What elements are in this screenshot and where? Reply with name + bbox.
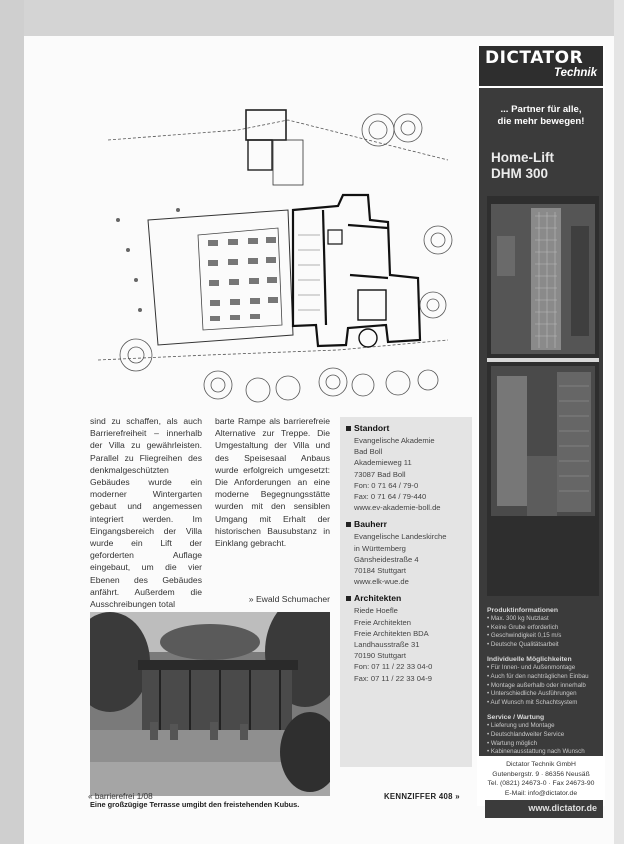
info-line: www.ev-akademie-boll.de xyxy=(354,503,441,513)
ad-feature-line: • Für Innen- und Außenmontage xyxy=(487,664,576,672)
info-section-standort xyxy=(346,423,466,513)
ad-feature-line: • Wartung möglich xyxy=(487,739,538,747)
ad-brand: DICTATOR xyxy=(485,48,584,68)
ad-feature-line: • Lieferung und Montage xyxy=(487,722,555,730)
ad-feature-line: • Montage außerhalb oder innerhalb xyxy=(487,681,586,689)
ad-feature-line: • Unterschiedliche Ausführungen xyxy=(487,690,577,698)
ad-feature-line: • Max. 300 kg Nutzlast xyxy=(487,615,549,622)
ad-feature-line: • Keine Grube erforderlich xyxy=(487,623,559,631)
ad-brand-sub: Technik xyxy=(553,67,597,79)
photo-caption: Eine großzügige Terrasse umgibt den freistehenden Kubus. xyxy=(90,800,300,809)
info-section-title: Standort xyxy=(354,423,390,433)
ad-feature-list xyxy=(487,606,599,763)
ad-contact-line: E-Mail: info@dictator.de xyxy=(504,789,578,797)
ad-slogan: ... Partner für alle, die mehr bewegen! xyxy=(497,104,585,127)
ad-contact-line: Dictator Technik GmbH xyxy=(506,761,576,768)
ad-feature-line: • Auch für den nachträglichen Einbau xyxy=(487,672,589,680)
square-bullet-icon xyxy=(346,426,351,431)
info-line: in Württemberg xyxy=(354,543,406,553)
info-line: Fax: 07 11 / 22 33 04-9 xyxy=(354,673,432,683)
info-line: Gänsheidestraße 4 xyxy=(354,554,419,564)
ad-product-name: Home-Lift DHM 300 xyxy=(491,150,554,181)
info-line: www.elk-wue.de xyxy=(354,577,409,587)
scan-left-edge xyxy=(0,0,24,844)
article-author: » Ewald Schumacher xyxy=(248,594,330,604)
info-line: Bad Boll xyxy=(354,447,383,457)
info-line: 73087 Bad Boll xyxy=(354,469,406,479)
square-bullet-icon xyxy=(346,522,351,527)
info-line: Freie Architekten BDA xyxy=(354,628,429,638)
ad-contact-block xyxy=(479,760,603,798)
ad-feature-line: • Auf Wunsch mit Schachtsystem xyxy=(487,698,578,706)
project-info-box xyxy=(340,417,472,767)
pavilion-photo xyxy=(90,612,330,796)
ad-contact-line: Tel. (0821) 24673-0 · Fax 24673-90 xyxy=(487,780,595,788)
info-line: Evangelische Landeskirche xyxy=(354,532,447,542)
info-line: Freie Architekten xyxy=(354,617,411,627)
scan-top-band xyxy=(0,0,624,36)
reader-code-footer: KENNZIFFER 408 » xyxy=(384,792,460,801)
info-line: 70190 Stuttgart xyxy=(354,651,406,661)
info-line: Akademieweg 11 xyxy=(354,458,412,468)
floor-plan-drawing xyxy=(88,100,468,405)
ad-feature-line: • Deutsche Qualitätsarbeit xyxy=(487,640,559,648)
info-line: Fax: 0 71 64 / 79-440 xyxy=(354,492,427,502)
article-column-2: barte Rampe als barrierefreie Alternative zur Treppe. Die Umgestaltung der Villa und des Speisesaal Anbaus wurde erfolgreich umgesetzt: Die Anforderungen an eine moderne Begegnungsstätte wurden mit den sensiblen Umgang mit Erhalt der historischen Bausubstanz in Einklang gebracht. xyxy=(215,416,330,549)
ad-feature-title: Produktinformationen xyxy=(487,607,558,614)
info-section-title: Architekten xyxy=(354,593,402,604)
info-section-architekten xyxy=(346,593,466,683)
ad-logo xyxy=(479,46,603,86)
ad-feature-line: • Kabinenausstattung nach Wunsch xyxy=(487,748,585,756)
ad-feature-title: Individuelle Möglichkeiten xyxy=(487,656,572,664)
info-line: 70184 Stuttgart xyxy=(354,566,406,576)
ad-contact-line: Gutenbergstr. 9 · 86356 Neusäß xyxy=(492,770,590,778)
ad-feature-line: • Deutschlandweiter Service xyxy=(487,730,565,738)
ad-feature-line: • Geschwindigkeit 0,15 m/s xyxy=(487,632,562,640)
info-line: Landhausstraße 31 xyxy=(354,640,420,650)
info-line: Fon: 0 71 64 / 79-0 xyxy=(354,480,419,490)
info-section-bauherr xyxy=(346,519,466,587)
square-bullet-icon xyxy=(346,596,351,601)
info-section-title: Bauherr xyxy=(354,519,387,530)
info-line: Fon: 07 11 / 22 33 04-0 xyxy=(354,662,433,672)
scan-right-edge xyxy=(614,0,624,844)
ad-feature-title: Service / Wartung xyxy=(487,714,545,722)
dictator-advertisement xyxy=(477,46,605,813)
issue-footer: « barrierefrei 1/08 xyxy=(88,792,153,801)
ad-url[interactable]: www.dictator.de xyxy=(485,800,603,818)
article-column-1: sind zu schaffen, als auch Barrierefreiheit – innerhalb der Villa zu gewährleisten. Parallel zu Fliegreihen des denkmalgeschützten Gebäudes wurde ein moderner Wintergarten gebaut und angemessen integriert werden. Im Eingangsbereich der Villa wurde ein Lift der geforderten Auflage eingebaut, um die vier Ebenen des Gebäudes anfährt. Außerdem die Ausschreibungen total xyxy=(90,416,202,610)
home-lift-image xyxy=(487,196,599,596)
info-line: Riede Hoefle xyxy=(354,606,398,616)
info-line: Evangelische Akademie xyxy=(354,436,435,445)
